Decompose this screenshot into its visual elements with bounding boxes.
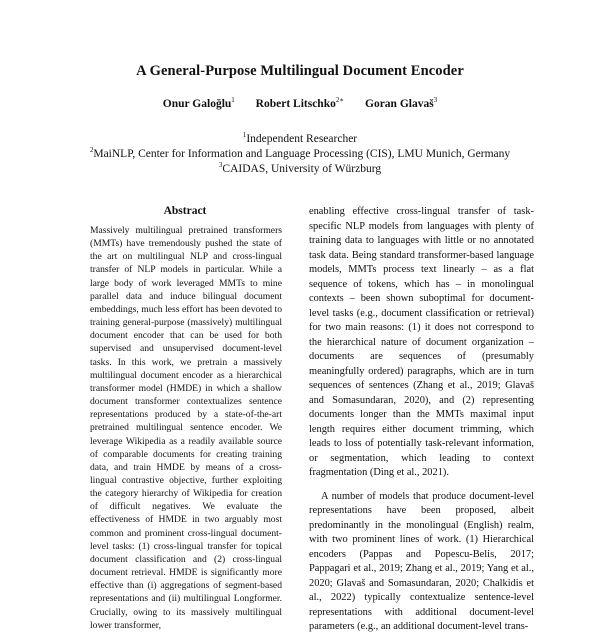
body-paragraph: enabling effective cross-lingual transfer of task-specific NLP models from languages with plenty of training data to languages with little or no annotated task data. Being standard transformer-based language models, MMTs process text linearly – as a flat sequence of tokens, which has – in monolingual contexts – been shown suboptimal for document-level tasks (e.g., document classification or retrieval) for two main reasons: (1) it does not correspond to the hierarchical nature of document organization – documents are sequences of (presumably meaningfully ordered) paragraphs, which are in turn sequences of sentences (Zhang et al., 2019; Glavaš and Somasundaran, 2020), and (2) representing documents longer than the MMTs maximal input length requires either document trimming, which leads to loss of potentially task-relevant information, or segmentation, which leading to context fragmentation (Ding et al., 2021). (309, 206, 534, 478)
author: Robert Litschko$^{2∗}$ (255, 96, 345, 110)
affiliation: $^2$MaiNLP, Center for Information and Language Processing (CIS), LMU Munich, Germany (89, 146, 511, 160)
affiliation: $^3$CAIDAS, University of Würzburg (218, 161, 382, 175)
body-column (309, 205, 534, 635)
author-list (0, 98, 600, 110)
author: Goran Glavaš$^3$ (365, 96, 438, 110)
author: Onur Galoğlu$^1$ (162, 96, 235, 110)
abstract-heading: Abstract (163, 205, 207, 217)
affiliation: $^1$Independent Researcher (242, 131, 358, 145)
body-paragraph: A number of models that produce document-level representations have been proposed, albeit predominantly in the monolingual (English) realm, with two prominent lines of work. (1) Hierarchical encoders (Pappas and Popescu-Belis, 2017; Pappagari et al., 2019; Zhang et al., 2019; Yang et al., 2020; Glavaš and Somasundaran, 2020; Chalkidis et al., 2022) typically contextualize sentence-level representations with additional document-level parameters (e.g., an additional document-level trans- (309, 490, 534, 632)
paper-title: A General-Purpose Multilingual Document Encoder (136, 63, 464, 79)
abstract-text: Massively multilingual pretrained transformers (MMTs) have tremendously pushed the state of the art on multilingual NLP and cross-lingual transfer of NLP models in particular. While a large body of work leveraged MMTs to mine parallel data and induce bilingual document embeddings, much less effort has been devoted to training general-purpose (massively) multilingual document encoder that can be used for both supervised and unsupervised document-level tasks. In this work, we pretrain a massively multilingual document encoder as a hierarchical transformer model (HMDE) in which a shallow document transformer contextualizes sentence representations produced by a state-of-the-art pretrained multilingual sentence encoder. We leverage Wikipedia as a readily available source of comparable documents for creating training data, and train HMDE by means of a cross-lingual contrastive objective, further exploiting the category hierarchy of Wikipedia for creation of difficult negatives. We evaluate the effectiveness of HMDE in two arguably most common and prominent cross-lingual document-level tasks: (1) cross-lingual transfer for topical document classification and (2) cross-lingual document retrieval. HMDE is significantly more effective than (i) aggregations of segment-based representations and (ii) multilingual Longformer. Crucially, owing to its massively multilingual lower transformer, (90, 225, 282, 631)
